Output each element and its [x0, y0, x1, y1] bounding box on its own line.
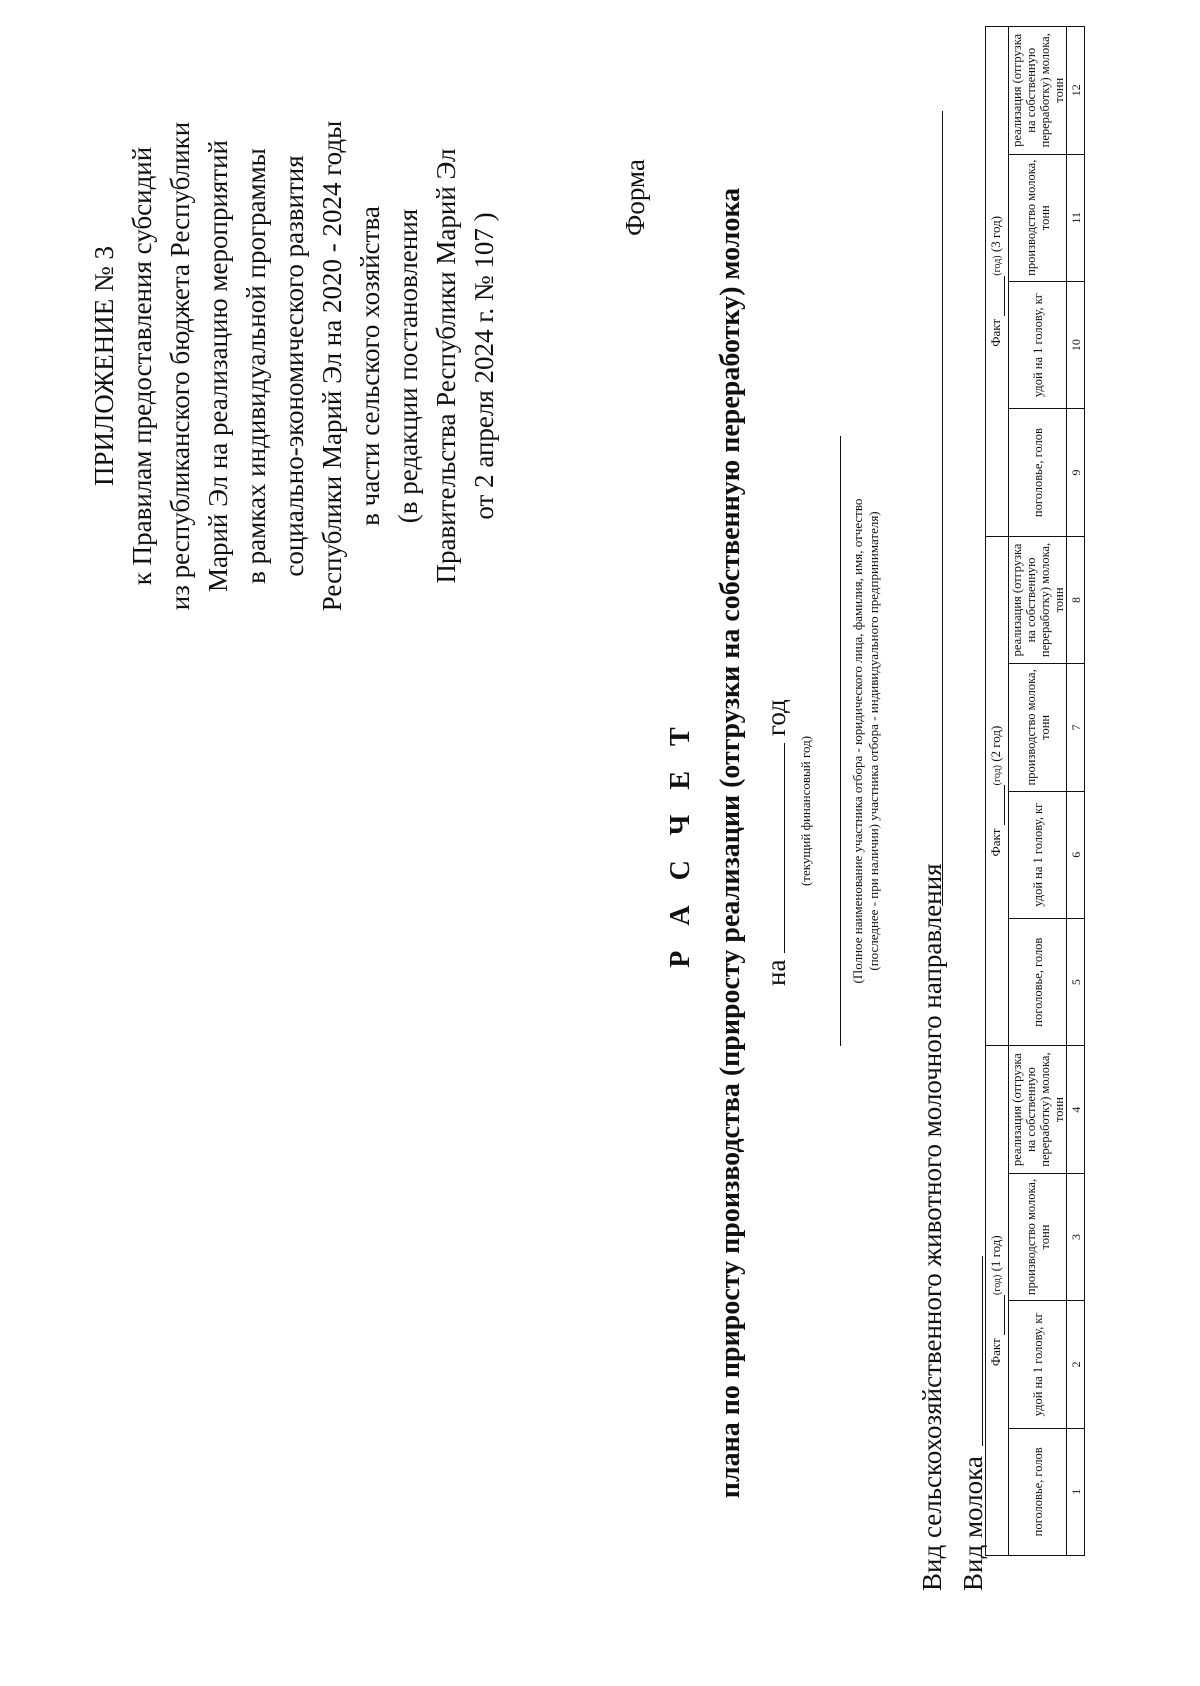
- milk-kind-label: Вид молока: [958, 1456, 988, 1591]
- table-header-years: [986, 27, 1009, 1556]
- form-label: Форма: [620, 159, 650, 236]
- appendix-line: из республиканского бюджета Республики: [165, 121, 195, 611]
- table-header-columns: [1009, 27, 1067, 1556]
- col-header: реализация (отгрузка на собственную переработку) молока, тонн: [1009, 27, 1067, 155]
- col-header: поголовье, голов: [1009, 918, 1067, 1045]
- fakt-label: Факт: [988, 828, 1003, 857]
- na-word: на: [761, 959, 791, 986]
- year-blank[interactable]: [992, 276, 1005, 316]
- org-caption-line: (последнее - при наличии) участника отбора - индивидуального предпринимателя): [866, 511, 881, 971]
- appendix-line: в части сельского хозяйства: [355, 206, 385, 526]
- year1-header: [986, 1046, 1009, 1556]
- appendix-line: Правительства Республики Марий Эл: [431, 148, 461, 584]
- appendix-line: к Правилам предоставления субсидий: [127, 146, 157, 586]
- god-small: (год): [992, 1274, 1003, 1295]
- appendix-line: от 2 апреля 2024 г. № 107 ): [469, 212, 499, 520]
- org-caption-line: (Полное наименование участника отбора - юридического лица, фамилия, имя, отчество: [850, 498, 865, 984]
- animal-kind-label: Вид сельскохозяйственного животного молочного направления: [917, 863, 947, 1591]
- col-header: поголовье, голов: [1009, 1428, 1067, 1555]
- appendix-line: в рамках индивидуальной программы: [241, 148, 271, 584]
- col-number: 6: [1067, 791, 1085, 918]
- appendix-header: [85, 86, 503, 646]
- col-header: реализация (отгрузка на собственную переработку) молока, тонн: [1009, 536, 1067, 663]
- document-title: Р А С Ч Е Т: [665, 718, 696, 968]
- year-line: [760, 699, 792, 986]
- col-number: 3: [1067, 1173, 1085, 1300]
- god-small: (год): [992, 765, 1003, 786]
- col-number: 5: [1067, 918, 1085, 1045]
- col-header: производство молока, тонн: [1009, 664, 1067, 791]
- col-number: 10: [1067, 281, 1085, 408]
- year3-label: (3 год): [988, 215, 1003, 253]
- col-number: 4: [1067, 1046, 1085, 1173]
- year-blank-field[interactable]: [760, 743, 785, 953]
- col-number: 1: [1067, 1428, 1085, 1555]
- year1-label: (1 год): [988, 1235, 1003, 1272]
- col-header: поголовье, голов: [1009, 409, 1067, 536]
- appendix-line: ПРИЛОЖЕНИЕ № 3: [89, 245, 119, 487]
- org-name-field[interactable]: [840, 436, 841, 1046]
- fakt-label: Факт: [988, 1338, 1003, 1367]
- col-number: 9: [1067, 409, 1085, 536]
- col-header: реализация (отгрузка на собственную переработку) молока, тонн: [1009, 1046, 1067, 1173]
- appendix-line: социально-экономического развития: [279, 155, 309, 577]
- god-small: (год): [992, 255, 1003, 276]
- milk-plan-table: [985, 26, 1085, 1556]
- col-number: 2: [1067, 1301, 1085, 1428]
- fin-year-caption: (текущий финансовый год): [798, 735, 813, 887]
- table-column-numbers: [1067, 27, 1085, 1556]
- col-header: удой на 1 голову, кг: [1009, 1301, 1067, 1428]
- year2-header: [986, 536, 1009, 1046]
- document-subtitle: плана по приросту производства (приросту реализации (отгрузки на собственную переработку) молока: [715, 187, 746, 1499]
- col-number: 8: [1067, 536, 1085, 663]
- col-number: 12: [1067, 27, 1085, 155]
- col-header: производство молока, тонн: [1009, 154, 1067, 281]
- god-word: год: [761, 699, 791, 737]
- col-number: 11: [1067, 154, 1085, 281]
- appendix-line: Республики Марий Эл на 2020 - 2024 годы: [317, 120, 347, 612]
- col-number: 7: [1067, 664, 1085, 791]
- year-blank[interactable]: [992, 1295, 1005, 1335]
- col-header: удой на 1 голову, кг: [1009, 791, 1067, 918]
- year2-label: (2 год): [988, 725, 1003, 762]
- appendix-line: Марий Эл на реализацию мероприятий: [203, 139, 233, 593]
- appendix-line: (в редакции постановления: [393, 208, 423, 524]
- fakt-label: Факт: [988, 318, 1003, 347]
- animal-kind-field[interactable]: [942, 111, 943, 906]
- col-header: удой на 1 голову, кг: [1009, 281, 1067, 408]
- org-caption: [850, 396, 882, 1086]
- year3-header: [986, 27, 1009, 537]
- year-blank[interactable]: [992, 785, 1005, 825]
- col-header: производство молока, тонн: [1009, 1173, 1067, 1300]
- milk-kind-field[interactable]: [982, 1256, 983, 1446]
